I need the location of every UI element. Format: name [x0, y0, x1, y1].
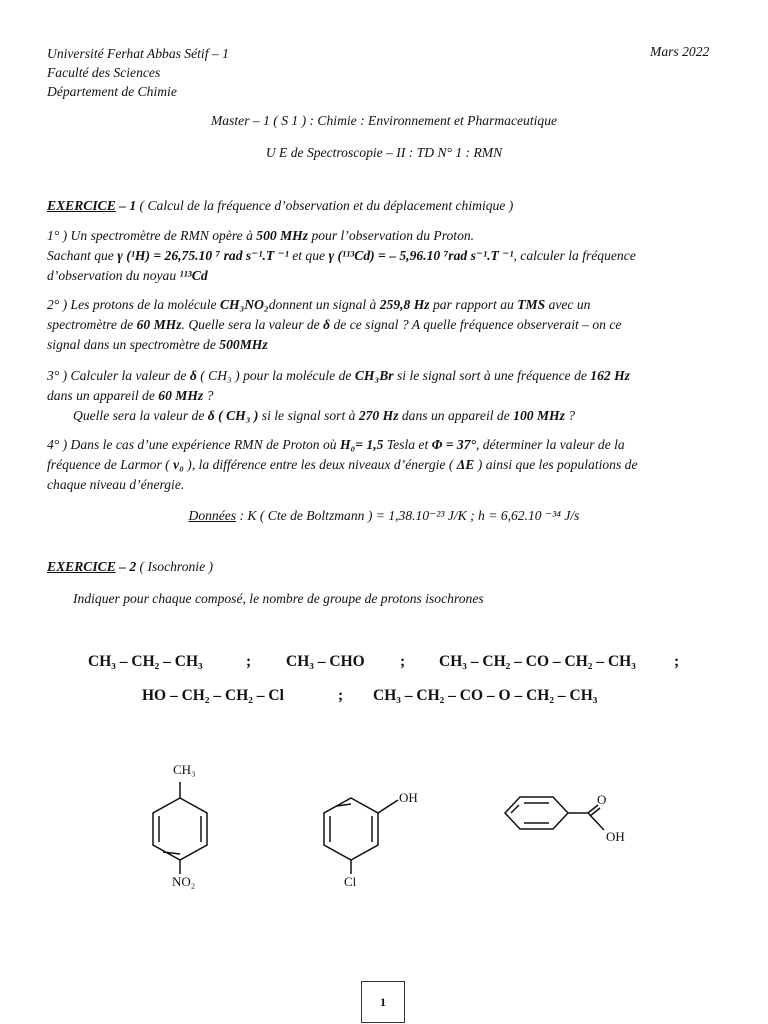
course-title: Master – 1 ( S 1 ) : Chimie : Environnement et Pharmaceutique: [210, 113, 558, 128]
q3-text-c2: si le signal sort à: [258, 408, 359, 423]
formula-separator: ;: [246, 653, 252, 670]
q1-frequency: 500 MHz: [256, 228, 309, 243]
s3-oh-label: OH: [606, 829, 625, 844]
donnees-label: Données: [188, 508, 237, 523]
q2-text-a1: 2° ) Les protons de la molécule: [47, 297, 220, 312]
q2-text-b1: spectromètre de: [47, 317, 137, 332]
q4-text-c1: chaque niveau d’énergie.: [47, 477, 185, 492]
s2-cl-label: Cl: [344, 874, 357, 889]
q3-text-c1: Quelle sera la valeur de: [73, 408, 208, 423]
exercise-1-label: EXERCICE: [47, 198, 116, 213]
q2-text-a4: avec un: [545, 297, 591, 312]
formula-acetaldehyde: CH₃ – CHO: [286, 653, 365, 670]
q3-delta2: δ ( CH₃ ): [207, 408, 259, 423]
q4-h0: H₀= 1,5: [339, 437, 384, 452]
q2-text-b2: . Quelle sera la valeur de: [181, 317, 324, 332]
q2-delta: δ: [323, 317, 331, 332]
s1-bottom-label: NO₂: [172, 874, 196, 889]
donnees: [0, 508, 768, 524]
q3-hz: 162 Hz: [590, 368, 630, 383]
question-1: [47, 226, 727, 286]
q1-text-b1: Sachant que: [47, 248, 118, 263]
q3-hz2: 270 Hz: [358, 408, 399, 423]
donnees-text: : K ( Cte de Boltzmann ) = 1,38.10⁻²³ J/K ; h = 6,62.10 ⁻³⁴ J/s: [236, 508, 580, 523]
q4-phi: Φ = 37°: [431, 437, 476, 452]
q4-text-a1: 4° ) Dans le cas d’une expérience RMN de Proton où: [47, 437, 340, 452]
ue-title: U E de Spectroscopie – II : TD N° 1 : RMN: [265, 145, 503, 160]
formula-pentanone: CH₃ – CH₂ – CO – CH₂ – CH₃: [439, 653, 636, 670]
q3-text-b2: ?: [203, 388, 214, 403]
s1-top-label: CH₃: [173, 762, 196, 777]
q4-text-a2: Tesla et: [383, 437, 432, 452]
q4-text-b1: fréquence de Larmor (: [47, 457, 174, 472]
question-3: [47, 366, 727, 426]
s3-o-label: O: [597, 792, 607, 807]
q3-text-a3: si le signal sort à une fréquence de: [393, 368, 591, 383]
q3-delta: δ: [189, 368, 197, 383]
formula-separator: ;: [674, 653, 680, 670]
q1-nucleus: ¹¹³Cd: [179, 268, 208, 283]
exercise-1-number: – 1: [115, 198, 137, 213]
chemical-structures: [0, 750, 768, 900]
q3-mhz: 60 MHz: [158, 388, 204, 403]
date: Mars 2022: [650, 44, 710, 59]
s2-oh-label: OH: [399, 790, 418, 805]
q4-delta-e: ΔE: [456, 457, 475, 472]
q2-text-a2: donnent un signal à: [268, 297, 380, 312]
q3-mhz2: 100 MHz: [513, 408, 565, 423]
department-name: Département de Chimie: [47, 84, 177, 99]
formula-separator: ;: [400, 653, 406, 670]
q3-text-c3: dans un appareil de: [398, 408, 514, 423]
formula-ethyl-propanoate: CH₃ – CH₂ – CO – O – CH₂ – CH₃: [373, 687, 598, 704]
q1-text-b2: et que: [288, 248, 329, 263]
faculty-name: Faculté des Sciences: [47, 65, 161, 80]
q3-text-b1: dans un appareil de: [47, 388, 159, 403]
q3-text-c4: ?: [564, 408, 576, 423]
exercise-2-heading: [47, 557, 727, 577]
structure-benzoic-acid: [505, 797, 604, 830]
structure-chlorophenol: [324, 798, 398, 874]
q2-text-a3: par rapport au: [429, 297, 518, 312]
q1-text-c1: d’observation du noyau: [47, 268, 180, 283]
q2-mhz2: 500MHz: [219, 337, 268, 352]
q4-text-b3: ) ainsi que les populations de: [474, 457, 638, 472]
exercise-2-instruction: Indiquer pour chaque composé, le nombre de groupe de protons isochrones: [73, 591, 484, 606]
exercise-1-subtitle: ( Calcul de la fréquence d’observation et du déplacement chimique ): [136, 198, 514, 213]
q1-text-a2: pour l’observation du Proton.: [308, 228, 475, 243]
q4-text-b2: ), la différence entre les deux niveaux d’énergie (: [183, 457, 457, 472]
q3-molecule: CH₃Br: [354, 368, 394, 383]
structure-nitrotoluene: [153, 782, 207, 874]
formula-propane: CH₃ – CH₂ – CH₃: [88, 653, 203, 670]
question-4: [47, 435, 727, 495]
exercise-2-number: – 2: [115, 559, 137, 574]
q4-text-a3: , déterminer la valeur de la: [475, 437, 625, 452]
q2-text-c1: signal dans un spectromètre de: [47, 337, 220, 352]
exercise-2-subtitle: ( Isochronie ): [136, 559, 214, 574]
q3-text-a1: 3° ) Calculer la valeur de: [47, 368, 190, 383]
exercise-2-label: EXERCICE: [47, 559, 116, 574]
q4-nu: ν₀: [173, 457, 184, 472]
formula-separator: ;: [338, 687, 344, 704]
q2-hz: 259,8 Hz: [379, 297, 430, 312]
q2-tms: TMS: [517, 297, 546, 312]
exercise-1-heading: [47, 196, 727, 216]
q1-gamma-cd: γ (¹¹³Cd) = – 5,96.10 ⁷rad s⁻¹.T ⁻¹: [328, 248, 514, 263]
page-number: 1: [361, 981, 405, 1023]
q3-text-a2: ( CH₃ ) pour la molécule de: [196, 368, 355, 383]
university-name: Université Ferhat Abbas Sétif – 1: [47, 46, 229, 61]
question-2: [47, 295, 727, 355]
university-header: [47, 44, 229, 101]
q2-mhz: 60 MHz: [136, 317, 182, 332]
q2-text-b3: de ce signal ? A quelle fréquence observerait – on ce: [330, 317, 622, 332]
q1-text-b3: , calculer la fréquence: [513, 248, 636, 263]
q1-gamma-h: γ (¹H) = 26,75.10 ⁷ rad s⁻¹.T ⁻¹: [117, 248, 289, 263]
q1-text-a1: 1° ) Un spectromètre de RMN opère à: [47, 228, 257, 243]
q2-molecule: CH₃NO₂: [219, 297, 269, 312]
formula-chloroethanol: HO – CH₂ – CH₂ – Cl: [142, 687, 284, 704]
